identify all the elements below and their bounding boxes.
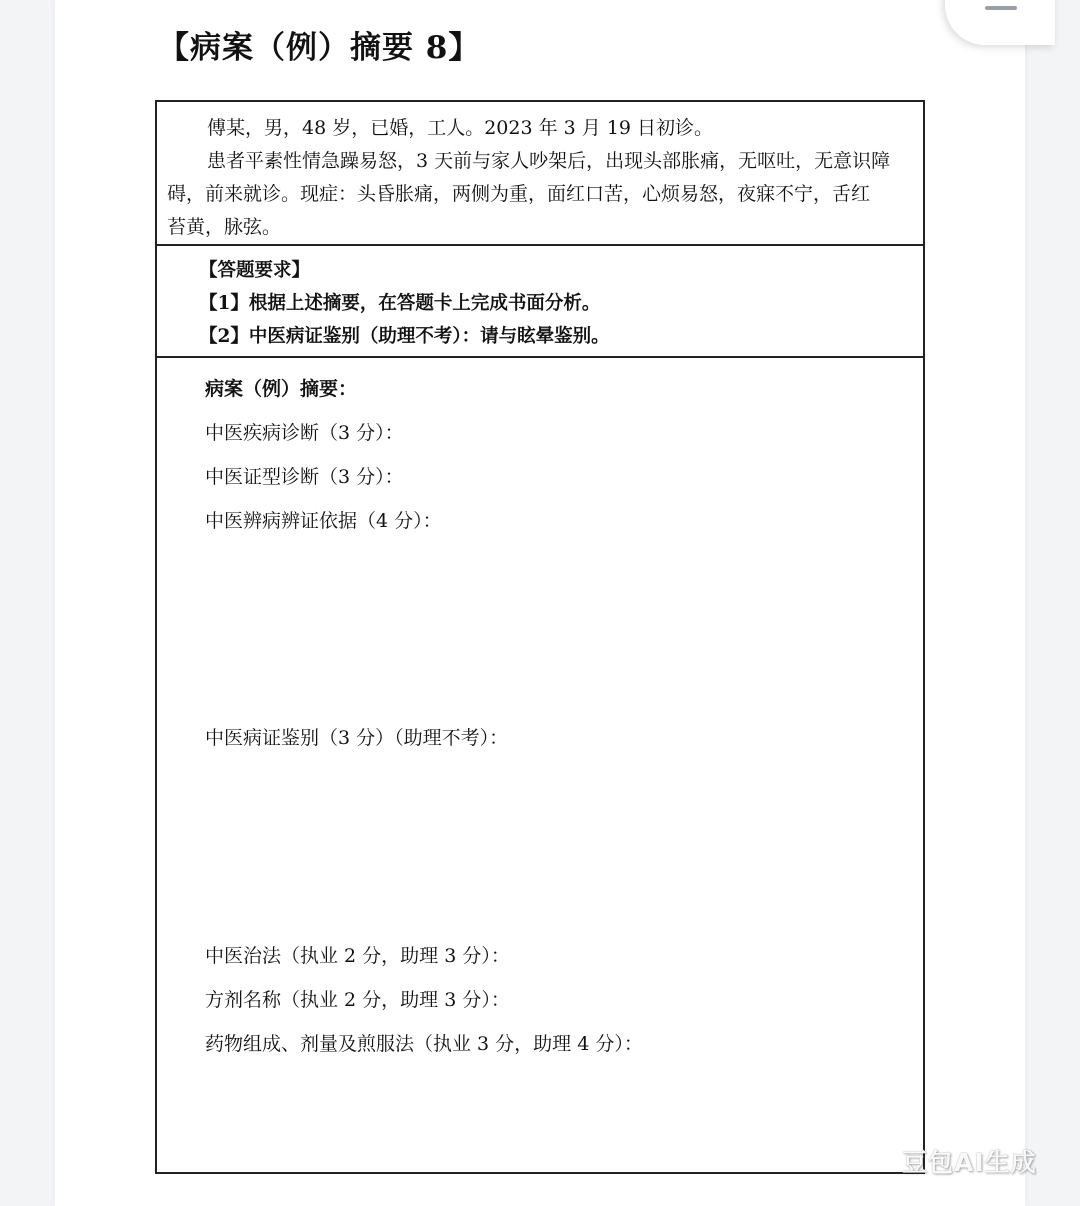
minimize-icon[interactable] (985, 6, 1017, 10)
differentiation-label: 中医病证鉴别（3 分）（助理不考）： (205, 727, 509, 749)
page-title: 【病案（例）摘要 8】 (158, 30, 481, 66)
case-line-2: 患者平素性情急躁易怒，3 天前与家人吵架后，出现头部胀痛，无呕吐，无意识障 (207, 150, 891, 172)
case-line-1: 傅某，男，48 岁，已婚，工人。2023 年 3 月 19 日初诊。 (207, 117, 714, 139)
syndrome-diagnosis-label: 中医证型诊断（3 分）： (205, 466, 404, 488)
requirement-item-2: 【2】中医病证鉴别（助理不考）：请与眩晕鉴别。 (199, 326, 610, 347)
prescription-name-label: 方剂名称（执业 2 分，助理 3 分）： (205, 989, 510, 1011)
requirement-item-1: 【1】根据上述摘要，在答题卡上完成书面分析。 (199, 293, 601, 314)
case-summary-section (157, 102, 923, 246)
disease-diagnosis-label: 中医疾病诊断（3 分）： (205, 422, 404, 444)
answer-heading: 病案（例）摘要： (205, 378, 358, 400)
page-corner-widget[interactable] (945, 0, 1055, 45)
diagnosis-basis-label: 中医辨病辨证依据（4 分）： (205, 510, 442, 532)
case-line-3: 碍，前来就诊。现症：头昏胀痛，两侧为重，面红口苦，心烦易怒，夜寐不宁，舌红 (167, 183, 871, 205)
drug-composition-label: 药物组成、剂量及煎服法（执业 3 分，助理 4 分）： (205, 1033, 643, 1055)
case-line-4: 苔黄，脉弦。 (167, 216, 282, 238)
case-table (155, 100, 925, 1174)
requirements-section (157, 246, 923, 358)
watermark: 豆包AI生成 (902, 1148, 1037, 1177)
treatment-method-label: 中医治法（执业 2 分，助理 3 分）： (205, 945, 510, 967)
requirements-heading: 【答题要求】 (199, 260, 311, 281)
